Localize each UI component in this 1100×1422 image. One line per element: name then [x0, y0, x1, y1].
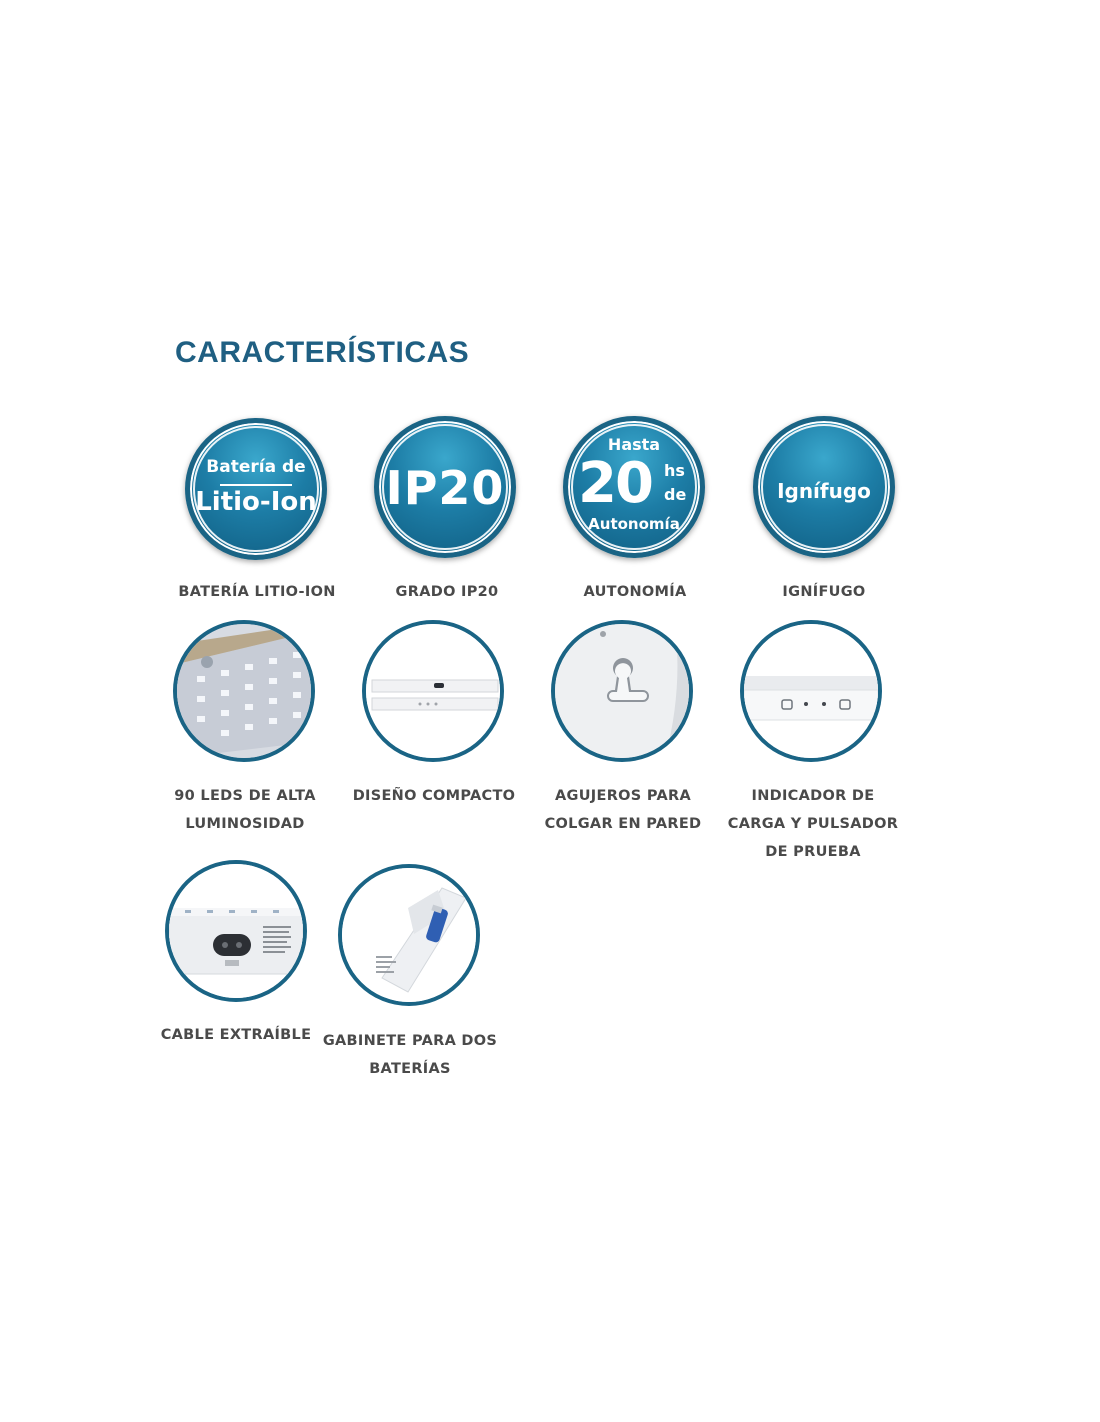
- feature-label-autonomy: AUTONOMÍA: [583, 584, 687, 600]
- autonomy-badge-bottom: Autonomía: [588, 515, 680, 533]
- battery-cabinet-photo: [338, 864, 480, 1006]
- feature-label-compact: DISEÑO COMPACTO: [352, 788, 516, 804]
- feature-label-leds: 90 LEDS DE ALTA LUMINOSIDAD: [174, 788, 316, 832]
- charge-indicator-photo: [740, 620, 882, 762]
- ip20-badge-text: IP20: [385, 461, 505, 515]
- autonomy-badge-unit2: de: [664, 485, 687, 504]
- feature-label-wall-holes: AGUJEROS PARA COLGAR EN PARED: [544, 788, 702, 832]
- page-title: CARACTERÍSTICAS: [175, 336, 470, 369]
- fireproof-badge-icon: [753, 416, 895, 558]
- autonomy-badge-unit1: hs: [664, 461, 685, 480]
- ip20-badge-icon: [374, 416, 516, 558]
- feature-label-cabinet: GABINETE PARA DOS BATERÍAS: [322, 1033, 498, 1077]
- compact-luminaire-icon: [366, 624, 500, 758]
- power-socket-icon: [169, 864, 303, 998]
- battery-badge-icon: [185, 418, 327, 560]
- removable-cable-photo: [165, 860, 307, 1002]
- compact-design-photo: [362, 620, 504, 762]
- test-button-icon: [744, 624, 878, 758]
- feature-label-ip20: GRADO IP20: [395, 584, 499, 600]
- wall-mount-photo: [551, 620, 693, 762]
- autonomy-badge-top: Hasta: [607, 435, 661, 454]
- autonomy-badge-icon: [563, 416, 705, 558]
- battery-compartment-icon: [342, 868, 476, 1002]
- led-panel-icon: [177, 624, 311, 758]
- battery-badge-line1: Batería de: [206, 457, 306, 477]
- keyhole-icon: [555, 624, 689, 758]
- feature-label-fireproof: IGNÍFUGO: [782, 584, 866, 600]
- feature-label-battery: BATERÍA LITIO-ION: [178, 584, 336, 600]
- autonomy-badge-number: 20: [578, 451, 652, 516]
- battery-badge-line2: Litio-Ion: [195, 487, 317, 517]
- leds-photo: [173, 620, 315, 762]
- feature-label-cable: CABLE EXTRAÍBLE: [160, 1027, 312, 1043]
- feature-label-indicator: INDICADOR DE CARGA Y PULSADOR DE PRUEBA: [727, 788, 899, 860]
- fireproof-badge-text: Ignífugo: [777, 479, 871, 503]
